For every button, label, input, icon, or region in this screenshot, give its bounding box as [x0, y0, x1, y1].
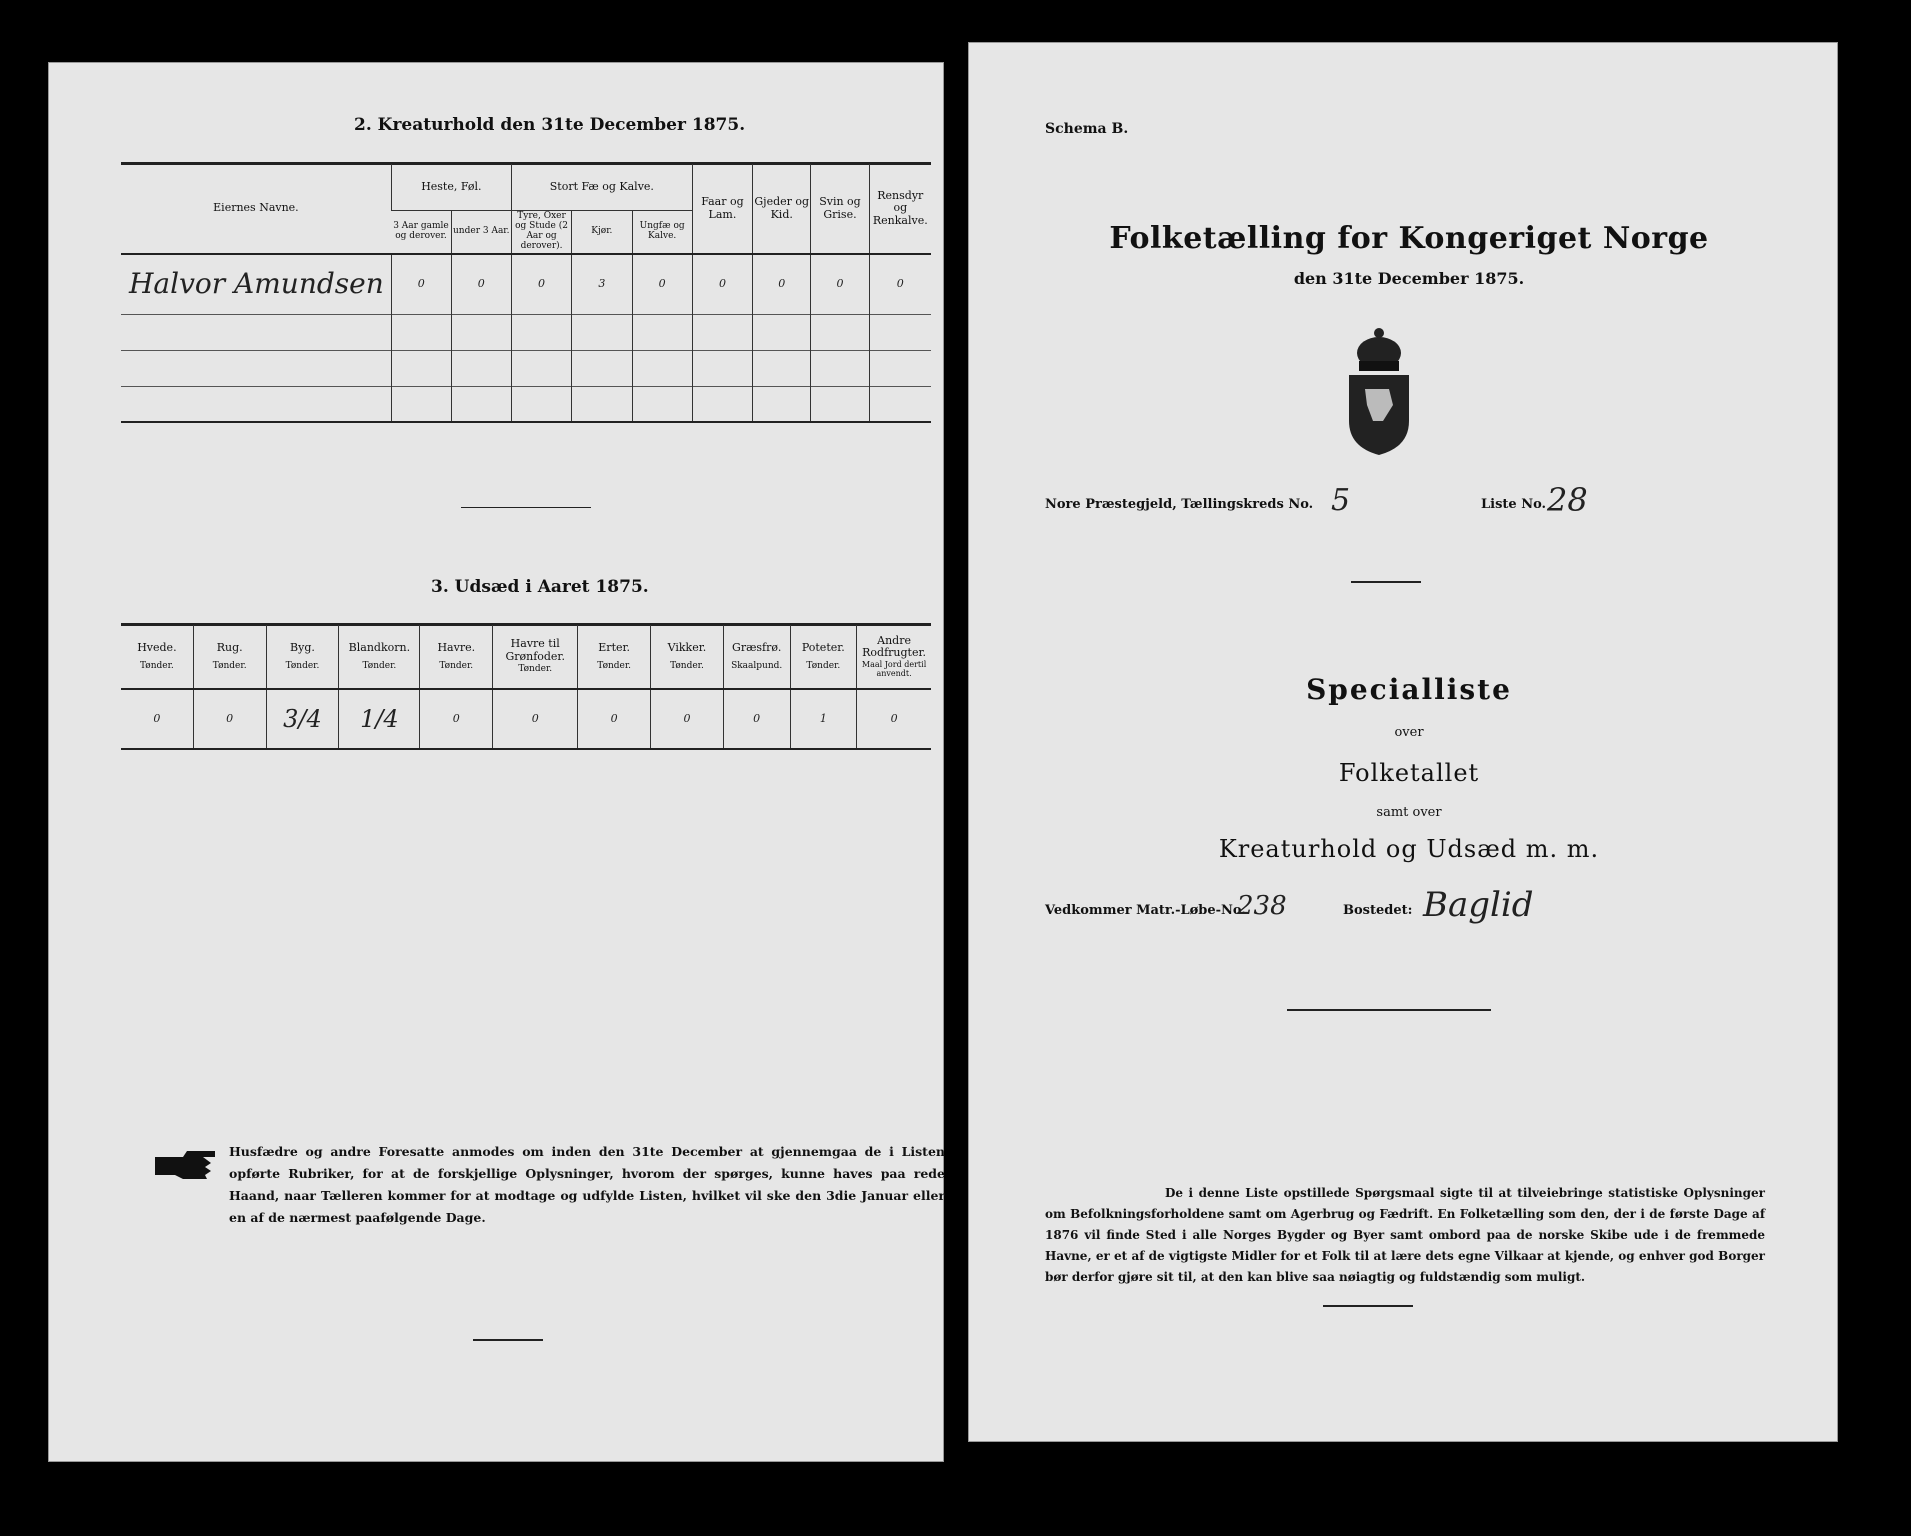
crop-unit: Tønder.	[518, 663, 553, 674]
matr-number: 238	[1237, 891, 1287, 921]
owner-name: Halvor Amundsen	[129, 266, 384, 300]
livestock-value: 3	[572, 254, 632, 314]
livestock-value: 0	[692, 254, 752, 314]
page-subtitle: den 31te December 1875.	[1293, 269, 1525, 288]
stort-c-header: Ungfæ og Kalve.	[632, 210, 692, 254]
stort-b-header: Kjør.	[572, 210, 632, 254]
folketallet-label: Folketallet	[1338, 759, 1480, 787]
sowing-value: 3/4	[266, 689, 339, 749]
crop-unit: Skaalpund.	[731, 660, 783, 671]
sowing-value: 0	[193, 689, 266, 749]
crop-header: Blandkorn.	[348, 640, 411, 654]
page-title: Folketælling for Kongeriget Norge	[1109, 221, 1709, 256]
right-page	[968, 42, 1838, 1442]
livestock-table	[121, 164, 931, 423]
divider	[1323, 1305, 1413, 1307]
sowing-value: 0	[578, 689, 651, 749]
pointing-hand-icon	[153, 1145, 219, 1189]
crop-header: Havre.	[437, 640, 476, 654]
section2-title: 2. Kreaturhold den 31te December 1875.	[354, 115, 746, 135]
parish-label: Nore Præstegjeld, Tællingskreds No.	[1045, 497, 1314, 512]
livestock-value: 0	[451, 254, 511, 314]
livestock-value: 0	[511, 254, 571, 314]
crop-header: Erter.	[598, 640, 631, 654]
kreaturhold-label: Kreaturhold og Udsæd m. m.	[1218, 835, 1600, 863]
sowing-value: 0	[493, 689, 578, 749]
crop-header: Vikker.	[667, 640, 707, 654]
liste-label: Liste No.	[1481, 497, 1547, 512]
sowing-value: 0	[857, 689, 931, 749]
sowing-value: 1	[790, 689, 857, 749]
stort-header: Stort Fæ og Kalve.	[511, 164, 692, 210]
table-row	[121, 314, 931, 350]
norwegian-coat-of-arms-icon	[1343, 325, 1415, 461]
specialliste-title: Specialliste	[1306, 673, 1512, 706]
crop-header: Græsfrø.	[732, 640, 782, 654]
crop-unit: Maal Jord dertil anvendt.	[861, 659, 927, 678]
crop-header: Byg.	[290, 640, 315, 654]
divider	[1287, 1009, 1491, 1011]
crop-unit: Tønder.	[597, 660, 632, 671]
crop-unit: Tønder.	[212, 660, 247, 671]
crop-header: Andre Rodfrugter.	[862, 633, 927, 659]
gjeder-header: Gjeder og Kid.	[753, 164, 811, 254]
heste-header: Heste, Føl.	[391, 164, 511, 210]
owner-header: Eiernes Navne.	[213, 201, 299, 215]
over-label: over	[1394, 725, 1424, 740]
schema-label: Schema B.	[1045, 121, 1129, 137]
table-row	[121, 689, 931, 749]
bosted-value: Baglid	[1423, 885, 1534, 925]
crop-header: Hvede.	[137, 640, 177, 654]
table-row	[121, 254, 931, 314]
faar-header: Faar og Lam.	[692, 164, 752, 254]
stort-a-header: Tyre, Oxer og Stude (2 Aar og derover).	[511, 210, 571, 254]
divider	[1351, 581, 1421, 583]
svin-header: Svin og Grise.	[811, 164, 869, 254]
crop-unit: Tønder.	[362, 660, 397, 671]
liste-number: 28	[1547, 481, 1588, 519]
table-row	[121, 350, 931, 386]
rensdyr-header: Rensdyr og Renkalve.	[869, 164, 931, 254]
crop-header: Poteter.	[801, 640, 845, 654]
livestock-value: 0	[869, 254, 931, 314]
crop-unit: Tønder.	[140, 660, 174, 671]
divider	[473, 1339, 543, 1341]
livestock-value: 0	[632, 254, 692, 314]
sowing-value: 0	[651, 689, 724, 749]
footer-text: De i denne Liste opstillede Spørgsmaal sigte til at tilveiebringe statistiske Oplysninger om Befolkningsforholdene samt om Agerbrug og Fædrift. En Folketælling som den, der i de første Dage af 1876 vil finde Sted i alle Norges Bygder og Byer samt ombord paa de norske Skibe ude i de fremmede Havne, er et af de vigtigste Midler for et Folk til at lære dets egne Vilkaar at kjende, og enhver god Borger bør derfor gjøre sit til, at den kan blive saa nøiagtig og fuldstændig som muligt.	[1045, 1186, 1765, 1284]
crop-header: Havre til Grønfoder.	[505, 637, 565, 663]
bosted-label: Bostedet:	[1343, 903, 1413, 918]
matr-label: Vedkommer Matr.-Løbe-No.	[1045, 903, 1246, 918]
crop-unit: Tønder.	[806, 660, 841, 671]
crop-unit: Tønder.	[670, 660, 704, 671]
section3-title: 3. Udsæd i Aaret 1875.	[431, 577, 649, 597]
sowing-value: 0	[420, 689, 493, 749]
livestock-value: 0	[811, 254, 869, 314]
crop-unit: Tønder.	[285, 660, 320, 671]
sowing-value: 0	[723, 689, 790, 749]
crop-header: Rug.	[216, 640, 243, 654]
heste-b-header: under 3 Aar.	[451, 210, 511, 254]
table-row	[121, 386, 931, 422]
heste-a-header: 3 Aar gamle og derover.	[393, 220, 449, 241]
sowing-value: 1/4	[339, 689, 420, 749]
tellingskreds-number: 5	[1331, 483, 1351, 518]
crop-unit: Tønder.	[439, 660, 474, 671]
livestock-value: 0	[753, 254, 811, 314]
notice-text: Husfædre og andre Foresatte anmodes om inden den 31te December at gjennemgaa de i Listen opførte Rubriker, for at de forskjellige Oplysninger, hvorom der spørges, kunne haves paa rede Haand, naar Tælleren kommer for at modtage og udfylde Listen, hvilket vil ske den 3die Januar eller en af de nærmest paafølgende Dage.	[229, 1144, 945, 1225]
sowing-value: 0	[153, 711, 161, 725]
livestock-value: 0	[391, 254, 451, 314]
sowing-table	[121, 625, 931, 750]
samt-over-label: samt over	[1376, 805, 1442, 820]
divider	[461, 507, 591, 508]
left-page	[48, 62, 944, 1462]
